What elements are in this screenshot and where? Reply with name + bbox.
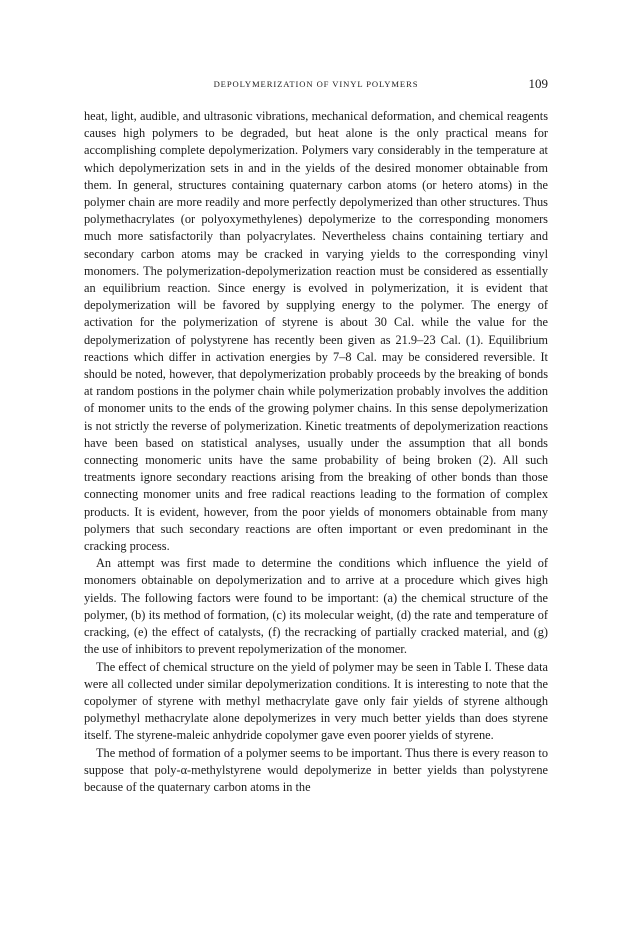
page-header bbox=[84, 76, 548, 92]
paragraph-factors: An attempt was first made to determine the conditions which influence the yield of monomers obtainable on depolymerization and to arrive at a procedure which gives high yields. The following factors were found to be important: (a) the chemical structure of the polymer, (b) its method of formation, (c) its molecular weight, (d) the rate and temperature of cracking, (e) the effect of catalysts, (f) the recracking of partially cracked material, and (g) the use of inhibitors to prevent repolymerization of the monomer. bbox=[84, 556, 548, 657]
running-title: DEPOLYMERIZATION OF VINYL POLYMERS bbox=[213, 79, 419, 89]
paragraph-chemical-structure: The effect of chemical structure on the yield of polymer may be seen in Table I. These data were all collected under similar depolymerization conditions. It is interesting to note that the copolymer of styrene with methyl methacrylate gave only fair yields of styrene although polymethyl methacrylate alone depolymerizes in very much better yields than does styrene itself. The styrene-maleic anhydride copolymer gave even poorer yields of styrene. bbox=[84, 659, 548, 743]
paragraph-continuation: heat, light, audible, and ultrasonic vibrations, mechanical deformation, and chemical reagents causes high polymers to be degraded, but heat alone is the only practical means for accomplishing complete depolymerization. Polymers vary considerably in the temperature at which depolymerization sets in and in the yields of the desired monomer obtainable from them. In general, structures containing quaternary carbon atoms (or hetero atoms) in the polymer chain are more readily and more perfectly depolymerized than other structures. Thus polymethacrylates (or polyoxymethylenes) depolymerize to the corresponding monomers much more satisfactorily than polyacrylates. Nevertheless chains containing tertiary and secondary carbon atoms may be cracked in varying yields to the corresponding vinyl monomers. The polymerization-depolymerization reaction must be considered as essentially an equilibrium reaction. Since energy is evolved in polymerization, it is evident that depolymerization will be favored by supplying energy to the polymer. The energy of activation for the polymerization of styrene is about 30 Cal. while the value for the depolymerization of polystyrene has recently been given as 21.9–23 Cal. (1). Equilibrium reactions which differ in activation energies by 7–8 Cal. may be considered reversible. It should be noted, however, that depolymerization probably proceeds by the breaking of bonds at random postions in the polymer chain while polymerization probably involves the addition of monomer units to the ends of the growing polymer chains. In this sense depolymerization is not strictly the reverse of polymerization. Kinetic treatments of depolymerization reactions have been based on statistical analyses, usually under the assumption that all bonds connecting monomeric units have the same probability of being broken (2). All such treatments ignore secondary reactions arising from the breaking of other bonds than those connecting monomer units and free radical reactions leading to the formation of complex products. It is evident, however, from the poor yields of monomers obtainable from many polymers that such secondary reactions are often important or even predominant in the cracking process. bbox=[84, 109, 548, 554]
paragraph-method-of-formation: The method of formation of a polymer seems to be important. Thus there is every reason to suppose that poly-α-methylstyrene would depolymerize in better yields than polystyrene because of the quaternary carbon atoms in the bbox=[84, 745, 548, 794]
body-text bbox=[84, 108, 548, 796]
page-number: 109 bbox=[528, 76, 548, 91]
